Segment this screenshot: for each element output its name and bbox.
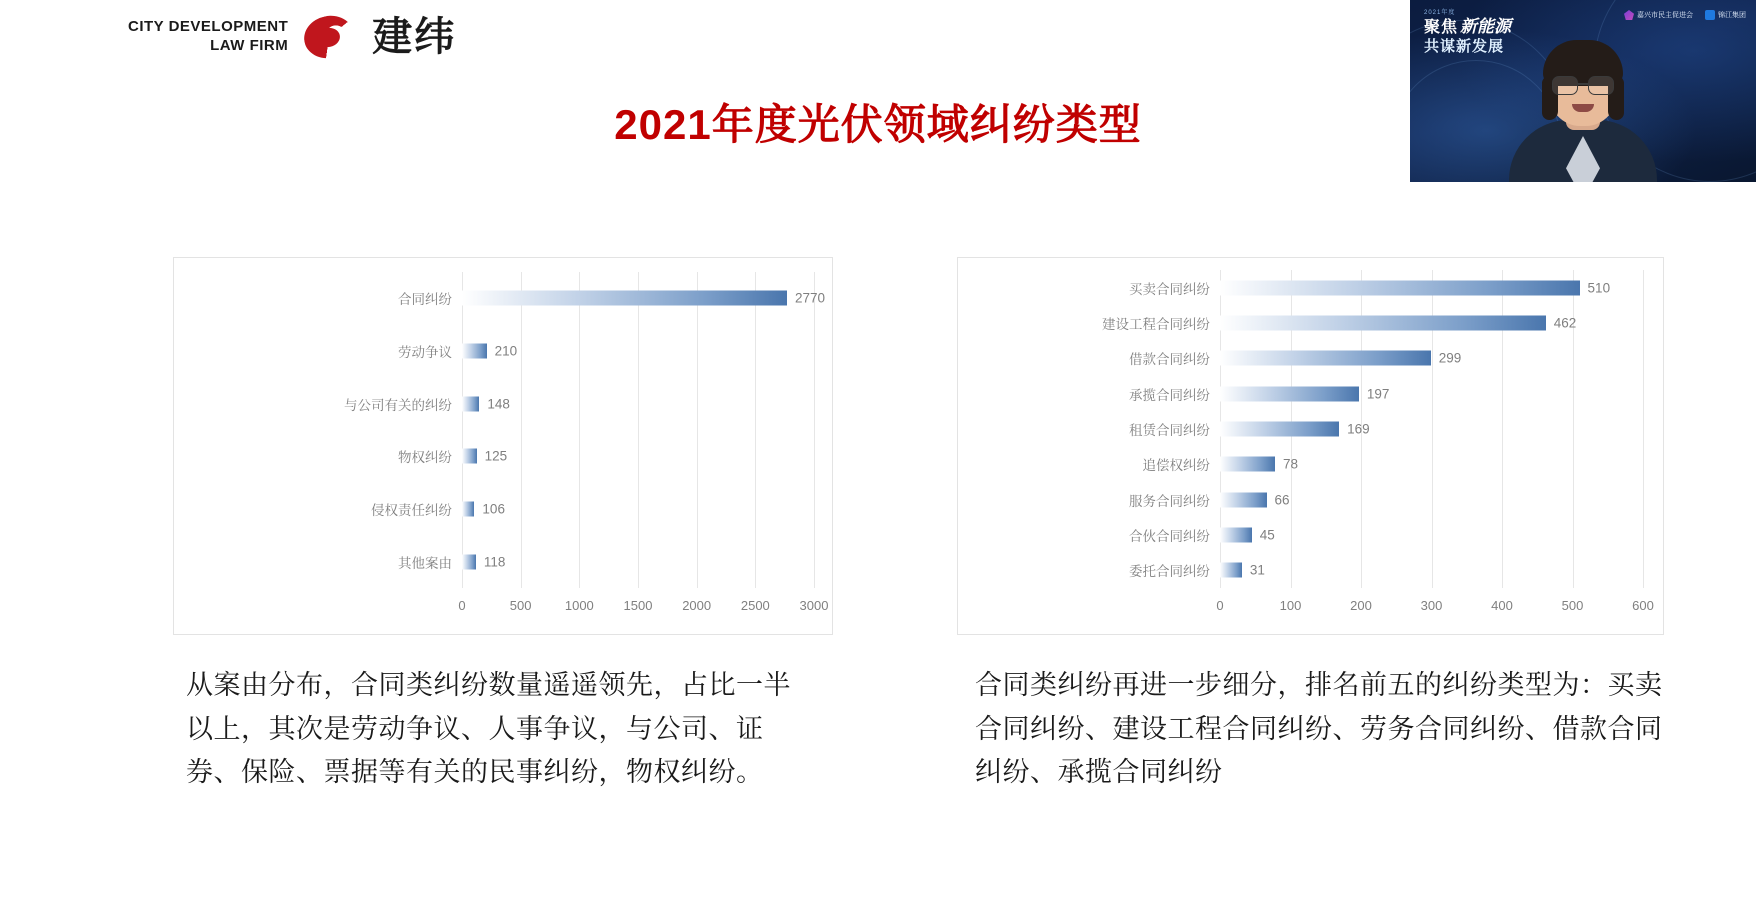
chart-gridline (1643, 270, 1644, 588)
chart-bar (1220, 422, 1339, 437)
chart-value-label: 66 (1274, 492, 1290, 508)
chart-gridline (755, 272, 756, 588)
chart-category-label: 建设工程合同纠纷 (1102, 317, 1210, 332)
chart-category-label: 租赁合同纠纷 (1129, 423, 1210, 438)
chart-plot-area (174, 258, 832, 634)
chart-category-label: 借款合同纠纷 (1129, 352, 1210, 368)
partner-logo-left (1624, 10, 1693, 20)
logo-english-text (128, 18, 288, 56)
chart-case-type-distribution (173, 257, 833, 635)
chart-value-label: 106 (482, 501, 505, 517)
chart-bar (1220, 563, 1242, 578)
video-overlay-title (1424, 10, 1511, 55)
firm-logo (128, 10, 456, 64)
chart-value-label: 2770 (795, 290, 826, 306)
chart-bar (1220, 316, 1546, 331)
chart-value-label: 31 (1249, 562, 1265, 578)
chart-category-label: 合同纠纷 (398, 292, 452, 308)
partner-logo-right (1705, 10, 1746, 20)
chart-x-tick-label: 2000 (682, 598, 712, 613)
speaker-video-thumbnail[interactable] (1410, 0, 1756, 182)
chart-category-label: 委托合同纠纷 (1129, 564, 1210, 580)
chart-bar (1220, 457, 1275, 472)
chart-bar (462, 396, 479, 411)
chart-category-label: 物权纠纷 (398, 450, 452, 466)
chart-x-tick-label: 3000 (799, 598, 829, 613)
chart-gridline (579, 272, 580, 588)
chart-x-tick-label: 100 (1279, 598, 1302, 613)
chart-x-tick-label: 1000 (564, 598, 594, 613)
chart-value-label: 125 (484, 448, 508, 464)
chart-value-label: 197 (1366, 386, 1390, 402)
partner-left-label: 嘉兴市民主促进会 (1637, 12, 1693, 19)
logo-english-line1: CITY DEVELOPMENT (128, 18, 289, 36)
chart-bar (462, 449, 477, 464)
chart-category-label: 侵权责任纠纷 (371, 503, 452, 518)
chart-value-label: 169 (1347, 421, 1370, 437)
chart-value-label: 299 (1438, 350, 1462, 366)
chart-value-label: 118 (483, 554, 506, 570)
chart-contract-dispute-breakdown (957, 257, 1664, 635)
chart-bar (1220, 492, 1267, 507)
chart-value-label: 78 (1282, 456, 1299, 472)
chart-bar (462, 344, 487, 359)
chart-category-label: 追偿权纠纷 (1142, 458, 1210, 474)
chart-plot-area (958, 258, 1663, 634)
chart-category-label: 劳动争议 (398, 345, 452, 360)
chart-value-label: 45 (1259, 527, 1275, 543)
chart-value-label: 510 (1587, 280, 1611, 296)
chart-category-label: 合伙合同纠纷 (1129, 529, 1210, 544)
chart-x-tick-label: 200 (1350, 598, 1372, 613)
caption-right: 合同类纠纷再进一步细分，排名前五的纠纷类型为：买卖合同纠纷、建设工程合同纠纷、劳务合同纠纷、借款合同纠纷、承揽合同纠纷 (975, 670, 1663, 788)
video-overlay-year: 2021年度 (1424, 10, 1456, 16)
chart-bar (1220, 280, 1580, 295)
page-title: 2021年度光伏领域纠纷类型 (614, 101, 1142, 148)
chart-bar (462, 502, 474, 517)
chart-category-label: 承揽合同纠纷 (1129, 387, 1210, 403)
chart-gridline (638, 272, 639, 588)
chart-value-label: 462 (1553, 315, 1577, 331)
chart-gridline (521, 272, 522, 588)
chart-category-label: 买卖合同纠纷 (1129, 281, 1210, 297)
logo-english-line2: LAW FIRM (210, 37, 289, 54)
chart-x-tick-label: 2500 (740, 598, 770, 613)
chart-x-tick-label: 0 (458, 598, 466, 613)
logo-chinese-text: 建纬 (372, 15, 457, 59)
chart-bar (462, 291, 787, 306)
chart-x-tick-label: 600 (1632, 598, 1654, 613)
chart-category-label: 服务合同纠纷 (1129, 493, 1210, 509)
chart-category-label: 与公司有关的纠纷 (344, 397, 452, 413)
chart-x-tick-label: 300 (1420, 598, 1443, 613)
chart-x-tick-label: 500 (509, 598, 532, 613)
chart-category-label: 其他案由 (398, 555, 452, 571)
chart-bar (1220, 528, 1252, 543)
caption-left: 从案由分布，合同类纠纷数量遥遥领先，占比一半以上，其次是劳动争议、人事争议，与公司、证券、保险、票据等有关的民事纠纷，物权纠纷。 (186, 670, 791, 788)
chart-bar (1220, 386, 1359, 401)
video-overlay-sub: 共谋新发展 (1424, 38, 1505, 56)
partner-right-icon (1705, 10, 1715, 20)
partner-right-label: 锦江集团 (1718, 12, 1746, 19)
video-overlay-main: 聚焦 (1424, 19, 1459, 37)
chart-gridline (814, 272, 815, 588)
red-swirl-icon (302, 10, 356, 64)
chart-gridline (462, 272, 463, 588)
chart-x-tick-label: 500 (1561, 598, 1584, 613)
chart-value-label: 210 (494, 343, 518, 359)
chart-gridline (697, 272, 698, 588)
video-overlay-accent: 新能源 (1460, 17, 1512, 37)
chart-x-tick-label: 1500 (623, 598, 653, 613)
chart-x-tick-label: 400 (1491, 598, 1513, 613)
chart-bar (462, 554, 476, 569)
partner-left-icon (1624, 10, 1634, 20)
chart-x-tick-label: 0 (1216, 598, 1224, 613)
chart-bar (1220, 351, 1431, 366)
video-partner-logos (1624, 10, 1746, 20)
chart-value-label: 148 (487, 396, 510, 412)
